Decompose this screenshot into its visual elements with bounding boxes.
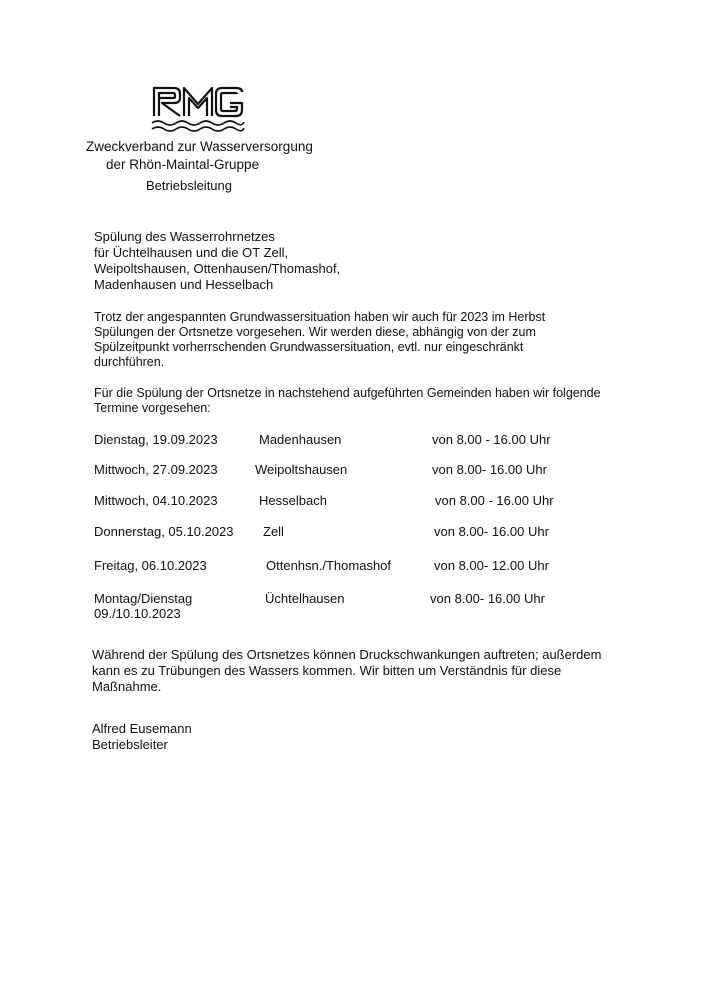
schedule-date: Mittwoch, 04.10.2023 xyxy=(94,493,218,508)
notice-line: kann es zu Trübungen des Wassers kommen. Wir bitten um Verständnis für diese xyxy=(92,663,562,678)
schedule-date: Freitag, 06.10.2023 xyxy=(94,558,207,573)
intro-line: durchführen. xyxy=(94,355,165,369)
rmg-logo xyxy=(150,82,246,134)
letterhead-group-name: der Rhön-Maintal-Gruppe xyxy=(106,157,260,172)
schedule-date: Dienstag, 19.09.2023 xyxy=(94,432,218,447)
schedule-date: Donnerstag, 05.10.2023 xyxy=(94,524,234,539)
letterhead-org-name: Zweckverband zur Wasserversorgung xyxy=(86,139,313,154)
schedule-place: Üchtelhausen xyxy=(265,591,345,606)
schedule-intro-line: Termine vorgesehen: xyxy=(94,401,211,415)
schedule-date-continued: 09./10.10.2023 xyxy=(94,606,181,621)
schedule-place: Ottenhsn./Thomashof xyxy=(266,558,392,573)
schedule-place: Zell xyxy=(263,524,284,539)
signature-title: Betriebsleiter xyxy=(92,737,168,752)
schedule-time: von 8.00- 12.00 Uhr xyxy=(434,558,549,573)
schedule-date: Mittwoch, 27.09.2023 xyxy=(94,462,218,477)
intro-line: Spülungen der Ortsnetze vorgesehen. Wir werden diese, abhängig von der zum xyxy=(94,325,536,339)
subject-line: für Üchtelhausen und die OT Zell, xyxy=(94,245,289,260)
signature-name: Alfred Eusemann xyxy=(92,721,192,736)
intro-line: Spülzeitpunkt vorherrschenden Grundwassersituation, evtl. nur eingeschränkt xyxy=(94,340,524,354)
schedule-time: von 8.00 - 16.00 Uhr xyxy=(435,493,554,508)
schedule-place: Hesselbach xyxy=(259,493,327,508)
intro-line: Trotz der angespannten Grundwassersituation haben wir auch für 2023 im Herbst xyxy=(94,310,546,324)
notice-line: Maßnahme. xyxy=(92,679,162,694)
subject-line: Madenhausen und Hesselbach xyxy=(94,277,274,292)
subject-line: Weipoltshausen, Ottenhausen/Thomashof, xyxy=(94,261,341,276)
schedule-time: von 8.00- 16.00 Uhr xyxy=(430,591,545,606)
subject-line: Spülung des Wasserrohrnetzes xyxy=(94,229,275,244)
schedule-time: von 8.00- 16.00 Uhr xyxy=(432,462,547,477)
schedule-place: Madenhausen xyxy=(259,432,342,447)
schedule-place: Weipoltshausen xyxy=(255,462,348,477)
schedule-time: von 8.00 - 16.00 Uhr xyxy=(432,432,551,447)
letterhead-department: Betriebsleitung xyxy=(146,178,232,193)
notice-line: Während der Spülung des Ortsnetzes können Druckschwankungen auftreten; außerdem xyxy=(92,647,602,662)
schedule-intro-line: Für die Spülung der Ortsnetze in nachstehend aufgeführten Gemeinden haben wir folgende xyxy=(94,386,601,400)
schedule-date: Montag/Dienstag xyxy=(94,591,193,606)
schedule-time: von 8.00- 16.00 Uhr xyxy=(434,524,549,539)
